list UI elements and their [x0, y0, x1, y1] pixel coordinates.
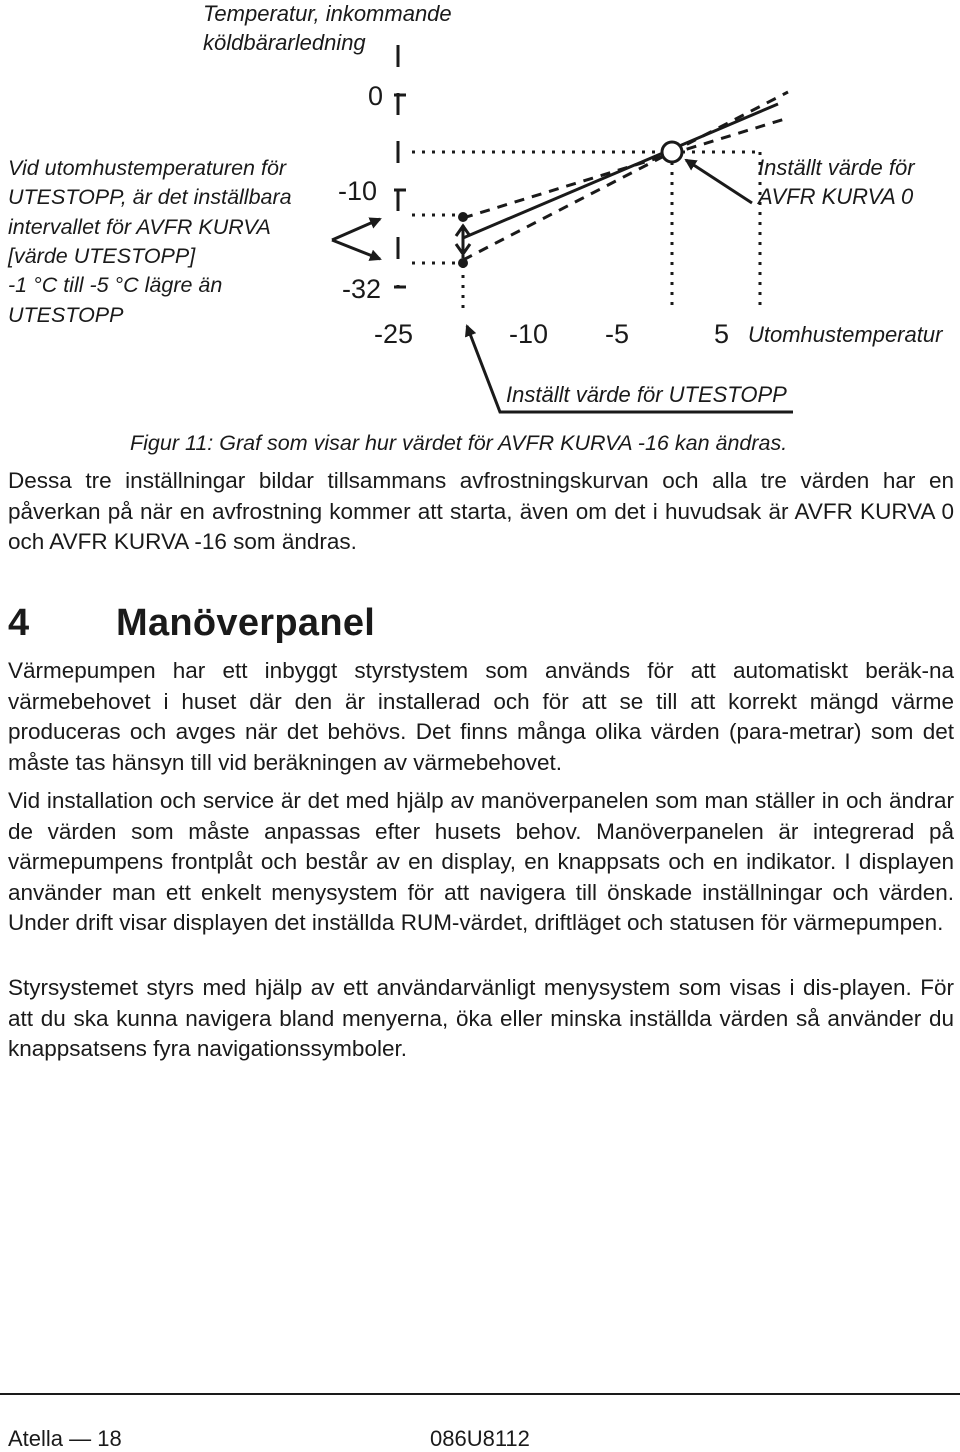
- section-paragraph: Värmepumpen har ett inbyggt styrstystem som används för att automatiskt beräk-na värmebehovet i huset där den är installerad och för att se till att korrekt mängd värme produceras och avges när det behövs. Det finns många olika värden (para-metrar) som det måste tas hänsyn till vid beräkningen av värmebehovet.: [8, 658, 954, 775]
- intro-paragraph: Dessa tre inställningar bildar tillsammans avfrostningskurvan och alla tre värden har en påverkan på när en avfrostning kommer att starta, även om det i huvudsak är AVFR KURVA 0 och AVFR KURVA -16 som ändras.: [8, 468, 954, 554]
- left-note-line: UTESTOPP, är det inställbara: [8, 185, 292, 209]
- right-note-line1: Inställt värde för: [758, 155, 915, 180]
- section-paragraph: Vid installation och service är det med hjälp av manöverpanelen som man ställer in och ändrar de värden som måste anpassas efter husets behov. Manöverpanelen är integrerad på värmepumpens frontplåt och består av en display, en knappsats och en indikator. I displayen använder man ett enkelt menysystem för att navigera till önskade inställningar och värden. Under drift visar displayen det inställda RUM-värdet, driftläget och statusen för värmepumpen.: [8, 788, 954, 935]
- left-note-arrow-upper: [332, 219, 380, 240]
- defrost-curve-figure: [0, 0, 960, 420]
- avfr-kurva-0-point: [662, 142, 682, 162]
- y-tick-label-minus10: -10: [338, 176, 378, 206]
- y-tick-label-0: 0: [368, 81, 384, 111]
- interval-point-lower: [458, 258, 468, 268]
- bottom-note: Inställt värde för UTESTOPP: [506, 382, 787, 407]
- footer-document-code: 086U8112: [430, 1426, 530, 1451]
- left-note: [7, 156, 292, 327]
- y-axis-title-line2: köldbärarledning: [203, 30, 366, 55]
- curve-dashed: [463, 92, 788, 260]
- x-tick-label-minus10: -10: [509, 319, 549, 349]
- section-heading: [8, 598, 375, 648]
- x-tick-label-minus5: -5: [605, 319, 630, 349]
- section-number: 4: [8, 602, 30, 644]
- right-note-line2: AVFR KURVA 0: [758, 184, 914, 209]
- x-tick-label-5: 5: [714, 319, 730, 349]
- footer-divider: [0, 1393, 960, 1395]
- left-note-line: [värde UTESTOPP]: [8, 244, 196, 268]
- right-note-arrow: [686, 160, 752, 203]
- x-tick-label-minus25: -25: [374, 319, 414, 349]
- y-tick-label-minus32: -32: [342, 274, 382, 304]
- curve-dashed-upper: [463, 118, 788, 218]
- left-note-line: intervallet för AVFR KURVA: [8, 215, 271, 239]
- left-note-line: -1 °C till -5 °C lägre än: [8, 273, 223, 297]
- y-axis-title-line1: Temperatur, inkommande: [203, 1, 452, 26]
- section-title: Manöverpanel: [116, 602, 376, 644]
- figure-caption: Figur 11: Graf som visar hur värdet för AVFR KURVA -16 kan ändras.: [130, 431, 788, 455]
- footer-page-label: Atella — 18: [8, 1426, 122, 1451]
- interval-point-upper: [458, 212, 468, 222]
- section-paragraph: Styrsystemet styrs med hjälp av ett användarvänligt menysystem som visas i dis-playen. För att du ska kunna navigera bland menyerna, öka eller minska inställda värden så använder du knappsatsens fyra navigationssymboler.: [8, 975, 954, 1061]
- left-note-line: UTESTOPP: [8, 303, 124, 327]
- x-axis-title: Utomhustemperatur: [748, 322, 943, 347]
- left-note-arrow-lower: [332, 240, 380, 259]
- left-note-line: Vid utomhustemperaturen för: [8, 156, 287, 180]
